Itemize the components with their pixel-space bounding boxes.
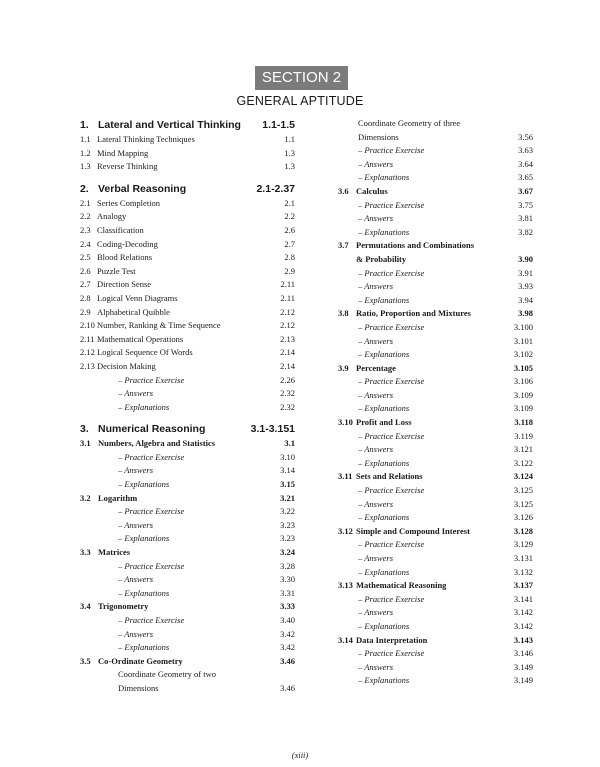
toc-subentry	[338, 158, 533, 172]
entry-title: – Answers	[118, 574, 154, 585]
toc-subentry	[338, 430, 533, 444]
toc-subentry	[80, 505, 295, 519]
entry-title: Coding-Decoding	[97, 238, 158, 249]
toc-subentry	[338, 199, 533, 213]
toc-entry	[338, 634, 533, 648]
entry-number: 2.5	[80, 252, 91, 263]
entry-number: 3.2	[80, 492, 91, 503]
toc-subentry	[338, 348, 533, 362]
entry-page: 3.24	[280, 547, 295, 558]
toc-subentry	[338, 538, 533, 552]
toc-subentry	[80, 560, 295, 574]
toc-subentry	[80, 532, 295, 546]
entry-page: 3.129	[513, 539, 533, 550]
entry-page: 3.118	[514, 417, 533, 428]
entry-page: 2.11	[280, 292, 295, 303]
toc-subentry	[338, 389, 533, 403]
toc-entry	[338, 131, 533, 145]
entry-page: 2.26	[280, 374, 295, 385]
entry-title: – Answers	[358, 498, 394, 509]
toc-entry	[80, 682, 295, 696]
toc-entry	[80, 224, 295, 238]
entry-number: 2.10	[80, 320, 95, 331]
entry-page: 3.90	[518, 253, 533, 264]
entry-title: Logarithm	[98, 492, 138, 503]
entry-page: 2.2	[284, 211, 295, 222]
entry-page: 3.105	[513, 362, 533, 373]
entry-number: 3.6	[338, 185, 349, 196]
entry-title: Trigonometry	[98, 601, 149, 612]
entry-page: 3.81	[518, 213, 533, 224]
entry-title: – Explanations	[118, 401, 170, 412]
entry-number: 2.6	[80, 265, 91, 276]
toc-entry	[80, 346, 295, 360]
entry-title: Logical Sequence Of Words	[97, 347, 193, 358]
entry-page: 3.149	[513, 675, 533, 686]
toc-entry	[80, 655, 295, 669]
section-gap	[80, 414, 295, 421]
toc-entry	[80, 360, 295, 374]
entry-page: 3.91	[518, 267, 533, 278]
entry-number: 3.4	[80, 601, 91, 612]
toc-subentry	[338, 212, 533, 226]
entry-title: Number, Ranking & Time Sequence	[97, 320, 221, 331]
toc-subentry	[338, 620, 533, 634]
entry-number: 2.4	[80, 238, 91, 249]
entry-page: 3.102	[513, 349, 533, 360]
toc-entry	[80, 319, 295, 333]
entry-number: 2.3	[80, 224, 91, 235]
entry-page: 3.14	[280, 465, 295, 476]
entry-page: 3.149	[513, 661, 533, 672]
toc-subentry	[338, 171, 533, 185]
toc-subentry	[80, 464, 295, 478]
entry-number: 2.11	[80, 333, 95, 344]
entry-title: Numerical Reasoning	[98, 423, 206, 436]
entry-page: 3.142	[513, 620, 533, 631]
entry-page: 2.1-2.37	[256, 182, 295, 195]
entry-title: – Answers	[358, 607, 394, 618]
toc-entry	[338, 253, 533, 267]
entry-page: 3.67	[518, 185, 533, 196]
toc-subentry	[80, 387, 295, 401]
toc-entry	[338, 470, 533, 484]
entry-page: 3.42	[280, 628, 295, 639]
toc-subentry	[338, 498, 533, 512]
toc-subentry	[338, 566, 533, 580]
entry-page: 3.124	[513, 471, 533, 482]
entry-title: – Practice Exercise	[358, 593, 425, 604]
chapter-entry	[80, 181, 295, 197]
entry-title: – Explanations	[358, 566, 410, 577]
entry-title: – Explanations	[118, 642, 170, 653]
toc-column-left	[80, 117, 295, 696]
entry-title: Puzzle Test	[97, 265, 136, 276]
toc-entry	[338, 307, 533, 321]
entry-title: – Explanations	[358, 512, 410, 523]
toc-entry	[80, 160, 295, 174]
toc-entry	[338, 362, 533, 376]
entry-page: 3.143	[513, 634, 533, 645]
entry-title: – Answers	[358, 335, 394, 346]
entry-page: 3.23	[280, 519, 295, 530]
entry-title: – Explanations	[358, 226, 410, 237]
toc-subentry	[338, 144, 533, 158]
entry-page: 1.3	[284, 147, 295, 158]
toc-subentry	[338, 593, 533, 607]
entry-title: – Practice Exercise	[358, 430, 425, 441]
entry-title: Calculus	[356, 185, 388, 196]
entry-page: 2.14	[280, 347, 295, 358]
toc-subentry	[338, 457, 533, 471]
entry-page: 1.1-1.5	[262, 119, 295, 131]
entry-page: 3.33	[280, 601, 295, 612]
entry-page: 3.125	[513, 485, 533, 496]
entry-page: 2.11	[280, 279, 295, 290]
toc-subentry	[80, 614, 295, 628]
entry-page: 3.40	[280, 615, 295, 625]
entry-title: – Practice Exercise	[358, 267, 425, 278]
toc-entry	[80, 210, 295, 224]
entry-number: 3.9	[338, 362, 349, 373]
chapter-entry	[80, 421, 295, 437]
entry-title: Coordinate Geometry of three	[358, 118, 461, 128]
entry-page: 3.75	[518, 199, 533, 210]
entry-page: 2.1	[284, 197, 295, 208]
toc-entry	[80, 278, 295, 292]
entry-number: 3.3	[80, 547, 91, 558]
entry-number: 2.7	[80, 279, 91, 290]
entry-title: – Practice Exercise	[358, 145, 425, 156]
toc-entry	[338, 185, 533, 199]
entry-number: 2.2	[80, 211, 91, 222]
entry-page: 2.32	[280, 388, 295, 399]
entry-title: – Answers	[118, 519, 154, 530]
entry-number: 2.9	[80, 306, 91, 317]
entry-number: 3.12	[338, 525, 353, 536]
entry-page: 1.1	[284, 134, 295, 144]
toc-subentry	[338, 674, 533, 688]
entry-title: – Practice Exercise	[358, 321, 425, 332]
toc-entry	[80, 133, 295, 147]
entry-title: Matrices	[98, 547, 131, 558]
entry-title: Verbal Reasoning	[98, 182, 187, 195]
entry-title: – Explanations	[358, 675, 410, 686]
entry-number: 1.	[80, 119, 89, 131]
toc-entry	[80, 437, 295, 451]
entry-page: 3.46	[280, 682, 295, 693]
entry-title: Mind Mapping	[97, 147, 149, 158]
toc-entry	[80, 265, 295, 279]
entry-title: Numbers, Algebra and Statistics	[98, 438, 216, 449]
entry-title: Dimensions	[118, 682, 159, 693]
entry-page: 3.141	[513, 593, 533, 604]
toc-subentry	[80, 478, 295, 492]
toc-subentry	[338, 280, 533, 294]
toc-entry	[338, 416, 533, 430]
toc-subentry	[338, 484, 533, 498]
entry-page: 3.142	[513, 607, 533, 618]
toc-subentry	[338, 321, 533, 335]
entry-page: 3.42	[280, 642, 295, 653]
toc-subentry	[338, 375, 533, 389]
entry-page: 3.106	[513, 376, 533, 387]
entry-page: 3.15	[280, 479, 295, 490]
entry-title: – Practice Exercise	[118, 451, 185, 462]
entry-page: 3.56	[518, 131, 533, 142]
entry-title: – Practice Exercise	[118, 506, 185, 517]
entry-title: Percentage	[356, 362, 396, 373]
entry-number: 3.1	[80, 438, 91, 449]
entry-title: Coordinate Geometry of two	[118, 669, 216, 680]
toc-subentry	[338, 267, 533, 281]
entry-page: 2.12	[280, 306, 295, 317]
entry-page: 3.119	[514, 430, 533, 441]
entry-page: 3.131	[513, 553, 533, 563]
entry-page: 3.93	[518, 281, 533, 292]
entry-page: 3.65	[518, 172, 533, 183]
toc-subentry	[338, 335, 533, 349]
entry-title: Ratio, Proportion and Mixtures	[356, 308, 471, 319]
entry-page: 3.122	[513, 457, 533, 468]
entry-title: Data Interpretation	[356, 634, 428, 645]
entry-title: – Answers	[358, 661, 394, 672]
entry-page: 3.22	[280, 506, 295, 517]
entry-title: Direction Sense	[97, 279, 152, 290]
entry-page: 3.30	[280, 574, 295, 585]
entry-title: Reverse Thinking	[97, 161, 158, 172]
entry-title: – Answers	[358, 158, 394, 169]
entry-title: – Practice Exercise	[118, 560, 185, 571]
entry-title: – Practice Exercise	[358, 199, 425, 210]
toc-entry	[80, 492, 295, 506]
chapter-entry	[80, 117, 295, 133]
entry-title: Alphabetical Quibble	[97, 306, 170, 317]
entry-page: 3.10	[280, 451, 295, 462]
section-banner: SECTION 2	[255, 66, 348, 90]
entry-title: – Answers	[358, 213, 394, 224]
entry-number: 1.3	[80, 161, 91, 172]
entry-title: – Answers	[358, 281, 394, 292]
entry-title: – Explanations	[118, 587, 170, 598]
entry-page: 3.126	[513, 512, 533, 523]
entry-page: 3.128	[513, 525, 533, 536]
entry-title: & Probability	[356, 253, 407, 264]
entry-number: 2.8	[80, 292, 91, 303]
toc-subentry	[338, 606, 533, 620]
entry-title: – Explanations	[358, 403, 410, 414]
toc-subentry	[80, 519, 295, 533]
toc-subentry	[338, 443, 533, 457]
entry-page: 3.63	[518, 145, 533, 156]
section-subtitle: GENERAL APTITUDE	[236, 94, 364, 108]
entry-title: Mathematical Reasoning	[356, 580, 447, 591]
toc-entry	[338, 579, 533, 593]
entry-page: 2.9	[284, 265, 295, 276]
entry-number: 1.2	[80, 147, 91, 158]
toc-entry	[80, 546, 295, 560]
toc-subentry	[338, 226, 533, 240]
entry-title: – Explanations	[358, 172, 410, 183]
entry-page: 2.12	[280, 320, 295, 331]
entry-title: – Answers	[118, 388, 154, 399]
toc-subentry	[338, 294, 533, 308]
entry-number: 2.12	[80, 347, 95, 358]
entry-page: 2.7	[284, 238, 295, 249]
entry-title: – Explanations	[358, 620, 410, 631]
entry-page: 3.125	[513, 498, 533, 509]
entry-title: Mathematical Operations	[97, 333, 184, 344]
entry-title: – Explanations	[118, 479, 170, 490]
entry-title: – Answers	[358, 444, 394, 455]
toc-subentry	[338, 402, 533, 416]
toc-entry	[80, 292, 295, 306]
entry-number: 1.1	[80, 134, 91, 144]
toc-entry	[338, 239, 533, 253]
entry-title: Simple and Compound Interest	[356, 525, 470, 536]
entry-number: 2.1	[80, 197, 91, 208]
entry-title: – Answers	[118, 628, 154, 639]
entry-title: – Practice Exercise	[358, 539, 425, 550]
entry-title: – Answers	[118, 465, 154, 476]
entry-page: 3.98	[518, 308, 533, 319]
entry-page: 3.137	[513, 580, 533, 591]
entry-page: 2.8	[284, 252, 295, 263]
entry-title: – Answers	[358, 389, 394, 400]
toc-column-right	[338, 117, 533, 688]
entry-page: 3.109	[513, 403, 533, 414]
toc-entry	[80, 251, 295, 265]
entry-title: Blood Relations	[97, 252, 153, 263]
toc-subentry	[338, 511, 533, 525]
toc-subentry	[80, 374, 295, 388]
toc-entry	[338, 525, 533, 539]
entry-number: 2.13	[80, 360, 95, 371]
entry-title: – Answers	[358, 553, 394, 563]
entry-page: 3.1	[284, 438, 295, 449]
entry-page: 3.1-3.151	[250, 423, 295, 436]
entry-number: 2.	[80, 182, 89, 195]
entry-title: Permutations and Combinations	[356, 240, 475, 251]
entry-page: 3.23	[280, 533, 295, 544]
entry-page: 2.32	[280, 401, 295, 412]
toc-subentry	[80, 451, 295, 465]
entry-page: 1.3	[284, 161, 295, 172]
entry-title: – Practice Exercise	[118, 615, 185, 625]
entry-page: 3.109	[513, 389, 533, 400]
entry-title: – Explanations	[358, 349, 410, 360]
entry-number: 3.	[80, 423, 89, 436]
entry-page: 2.6	[284, 224, 295, 235]
entry-page: 2.13	[280, 333, 295, 344]
toc-entry	[80, 197, 295, 211]
toc-subentry	[80, 401, 295, 415]
entry-title: Logical Venn Diagrams	[97, 292, 178, 303]
entry-title: Series Completion	[97, 197, 161, 208]
entry-title: – Practice Exercise	[358, 648, 425, 659]
toc-entry	[80, 600, 295, 614]
entry-title: Classification	[97, 224, 144, 235]
toc-subentry	[80, 641, 295, 655]
entry-title: – Practice Exercise	[358, 485, 425, 496]
entry-page: 3.121	[513, 444, 533, 455]
toc-entry	[80, 668, 295, 682]
toc-subentry	[80, 587, 295, 601]
entry-title: Dimensions	[358, 131, 399, 142]
toc-subentry	[338, 647, 533, 661]
entry-page: 3.101	[513, 335, 533, 346]
entry-title: Profit and Loss	[356, 417, 412, 428]
toc-entry	[80, 306, 295, 320]
entry-number: 3.11	[338, 471, 353, 482]
entry-title: Lateral Thinking Techniques	[97, 134, 195, 144]
toc-entry	[338, 117, 533, 131]
entry-title: Lateral and Vertical Thinking	[98, 119, 241, 131]
entry-page: 3.21	[280, 492, 295, 503]
toc-subentry	[80, 628, 295, 642]
entry-title: Analogy	[97, 211, 127, 222]
entry-title: Co-Ordinate Geometry	[98, 655, 183, 666]
entry-page: 3.100	[513, 321, 533, 332]
entry-page: 3.94	[518, 294, 533, 305]
entry-page: 3.46	[280, 655, 295, 666]
toc-subentry	[338, 661, 533, 675]
toc-subentry	[338, 552, 533, 566]
entry-page: 2.14	[280, 360, 295, 371]
toc-subentry	[80, 573, 295, 587]
entry-title: Decision Making	[97, 360, 156, 371]
entry-page: 3.28	[280, 560, 295, 571]
entry-page: 3.64	[518, 158, 533, 169]
entry-number: 3.8	[338, 308, 349, 319]
entry-number: 3.14	[338, 634, 353, 645]
entry-title: – Practice Exercise	[118, 374, 185, 385]
entry-title: – Explanations	[118, 533, 170, 544]
section-gap	[80, 174, 295, 181]
entry-page: 3.132	[513, 566, 533, 577]
entry-title: – Explanations	[358, 294, 410, 305]
entry-title: – Practice Exercise	[358, 376, 425, 387]
entry-number: 3.7	[338, 240, 349, 251]
entry-number: 3.13	[338, 580, 353, 591]
entry-title: Sets and Relations	[356, 471, 423, 482]
page-number: (xiii)	[291, 750, 309, 760]
entry-number: 3.5	[80, 655, 91, 666]
toc-entry	[80, 238, 295, 252]
entry-page: 3.146	[513, 648, 533, 659]
entry-page: 3.82	[518, 226, 533, 237]
entry-number: 3.10	[338, 417, 353, 428]
entry-page: 3.31	[280, 587, 295, 598]
toc-entry	[80, 147, 295, 161]
entry-title: – Explanations	[358, 457, 410, 468]
toc-entry	[80, 333, 295, 347]
